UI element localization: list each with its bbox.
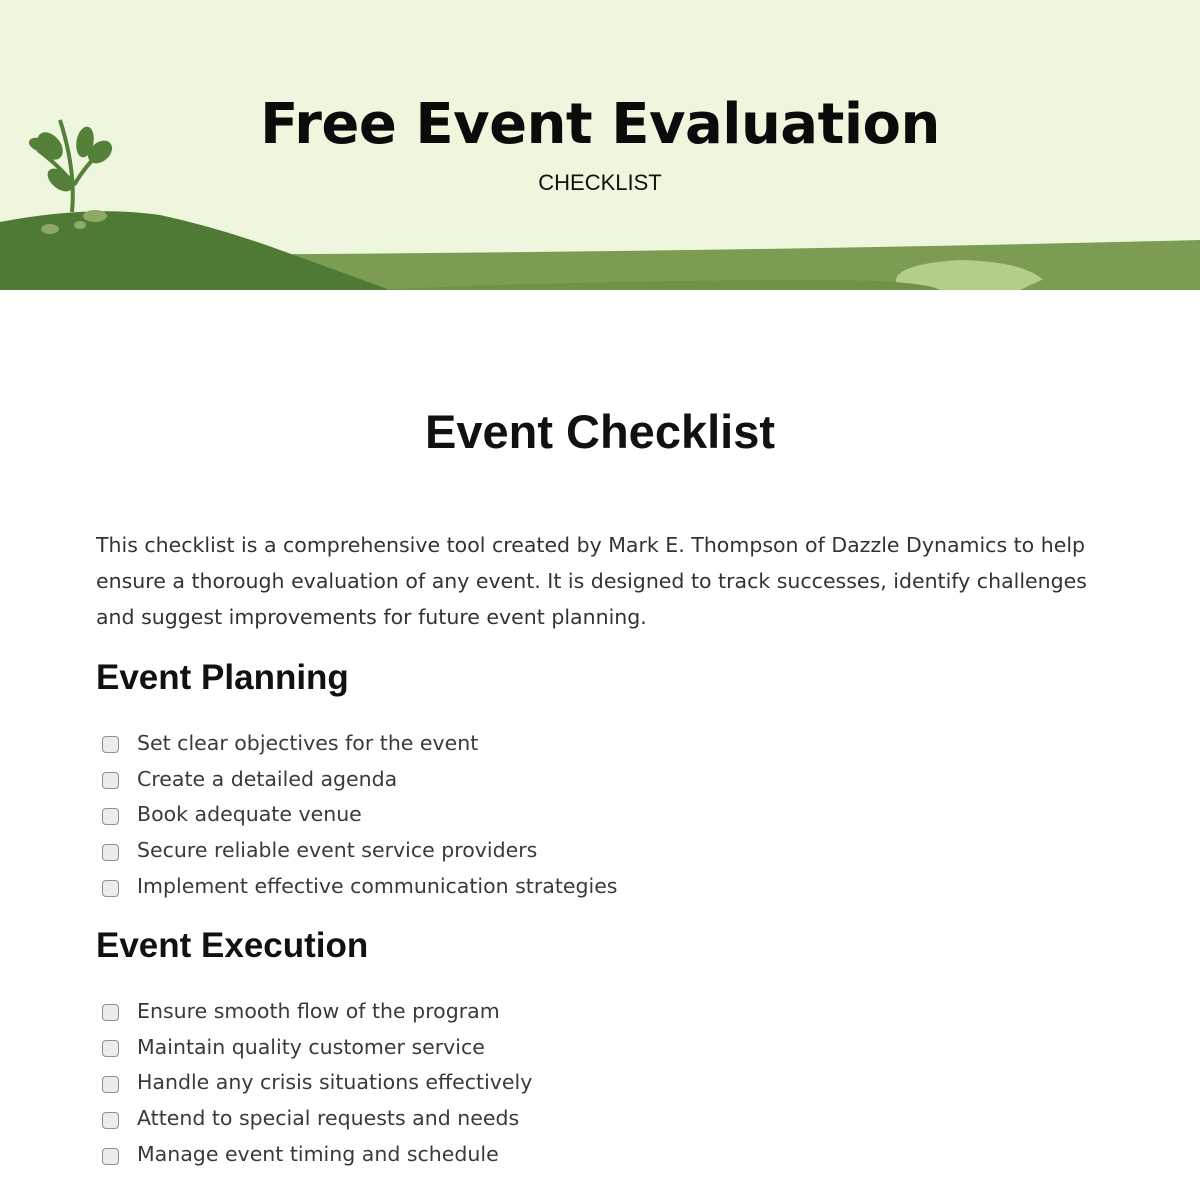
checkbox[interactable] — [102, 1004, 119, 1021]
checklist-item — [100, 1136, 532, 1172]
checkbox[interactable] — [102, 880, 119, 897]
checkbox[interactable] — [102, 1148, 119, 1165]
item-label: Handle any crisis situations effectively — [137, 1070, 533, 1095]
item-label: Maintain quality customer service — [137, 1034, 485, 1059]
item-label: Implement effective communication strategies — [137, 874, 618, 899]
page-title: Event Checklist — [424, 405, 776, 458]
checklist-item — [100, 761, 618, 797]
section-heading-execution: Event Execution — [96, 926, 369, 965]
header-banner — [0, 0, 1200, 290]
item-label: Set clear objectives for the event — [137, 730, 479, 755]
checklist-item — [100, 1029, 532, 1065]
document-title: Free Event Evaluation — [260, 92, 940, 157]
intro-paragraph: This checklist is a comprehensive tool created by Mark E. Thompson of Dazzle Dynamics to help ensure a thorough evaluation of any event. It is designed to track successes, identify challenges and suggest improvements for future event planning. — [96, 533, 1087, 629]
checklist-item — [100, 797, 618, 833]
document-subtitle: CHECKLIST — [538, 170, 662, 195]
checklist-item — [100, 725, 618, 761]
checkbox[interactable] — [102, 772, 119, 789]
item-label: Secure reliable event service providers — [137, 838, 538, 863]
execution-checklist — [100, 993, 532, 1172]
checklist-item — [100, 868, 618, 904]
checklist-item — [100, 1100, 532, 1136]
item-label: Ensure smooth flow of the program — [137, 998, 500, 1023]
checkbox[interactable] — [102, 844, 119, 861]
item-label: Book adequate venue — [137, 802, 362, 827]
planning-checklist — [100, 725, 618, 904]
checklist-item — [100, 832, 618, 868]
checkbox[interactable] — [102, 808, 119, 825]
checkbox[interactable] — [102, 736, 119, 753]
checklist-item — [100, 993, 532, 1029]
checkbox[interactable] — [102, 1076, 119, 1093]
checkbox[interactable] — [102, 1040, 119, 1057]
item-label: Create a detailed agenda — [137, 766, 398, 791]
item-label: Attend to special requests and needs — [137, 1106, 520, 1131]
checkbox[interactable] — [102, 1112, 119, 1129]
checklist-item — [100, 1065, 532, 1101]
item-label: Manage event timing and schedule — [137, 1142, 499, 1167]
section-heading-planning: Event Planning — [96, 658, 349, 697]
